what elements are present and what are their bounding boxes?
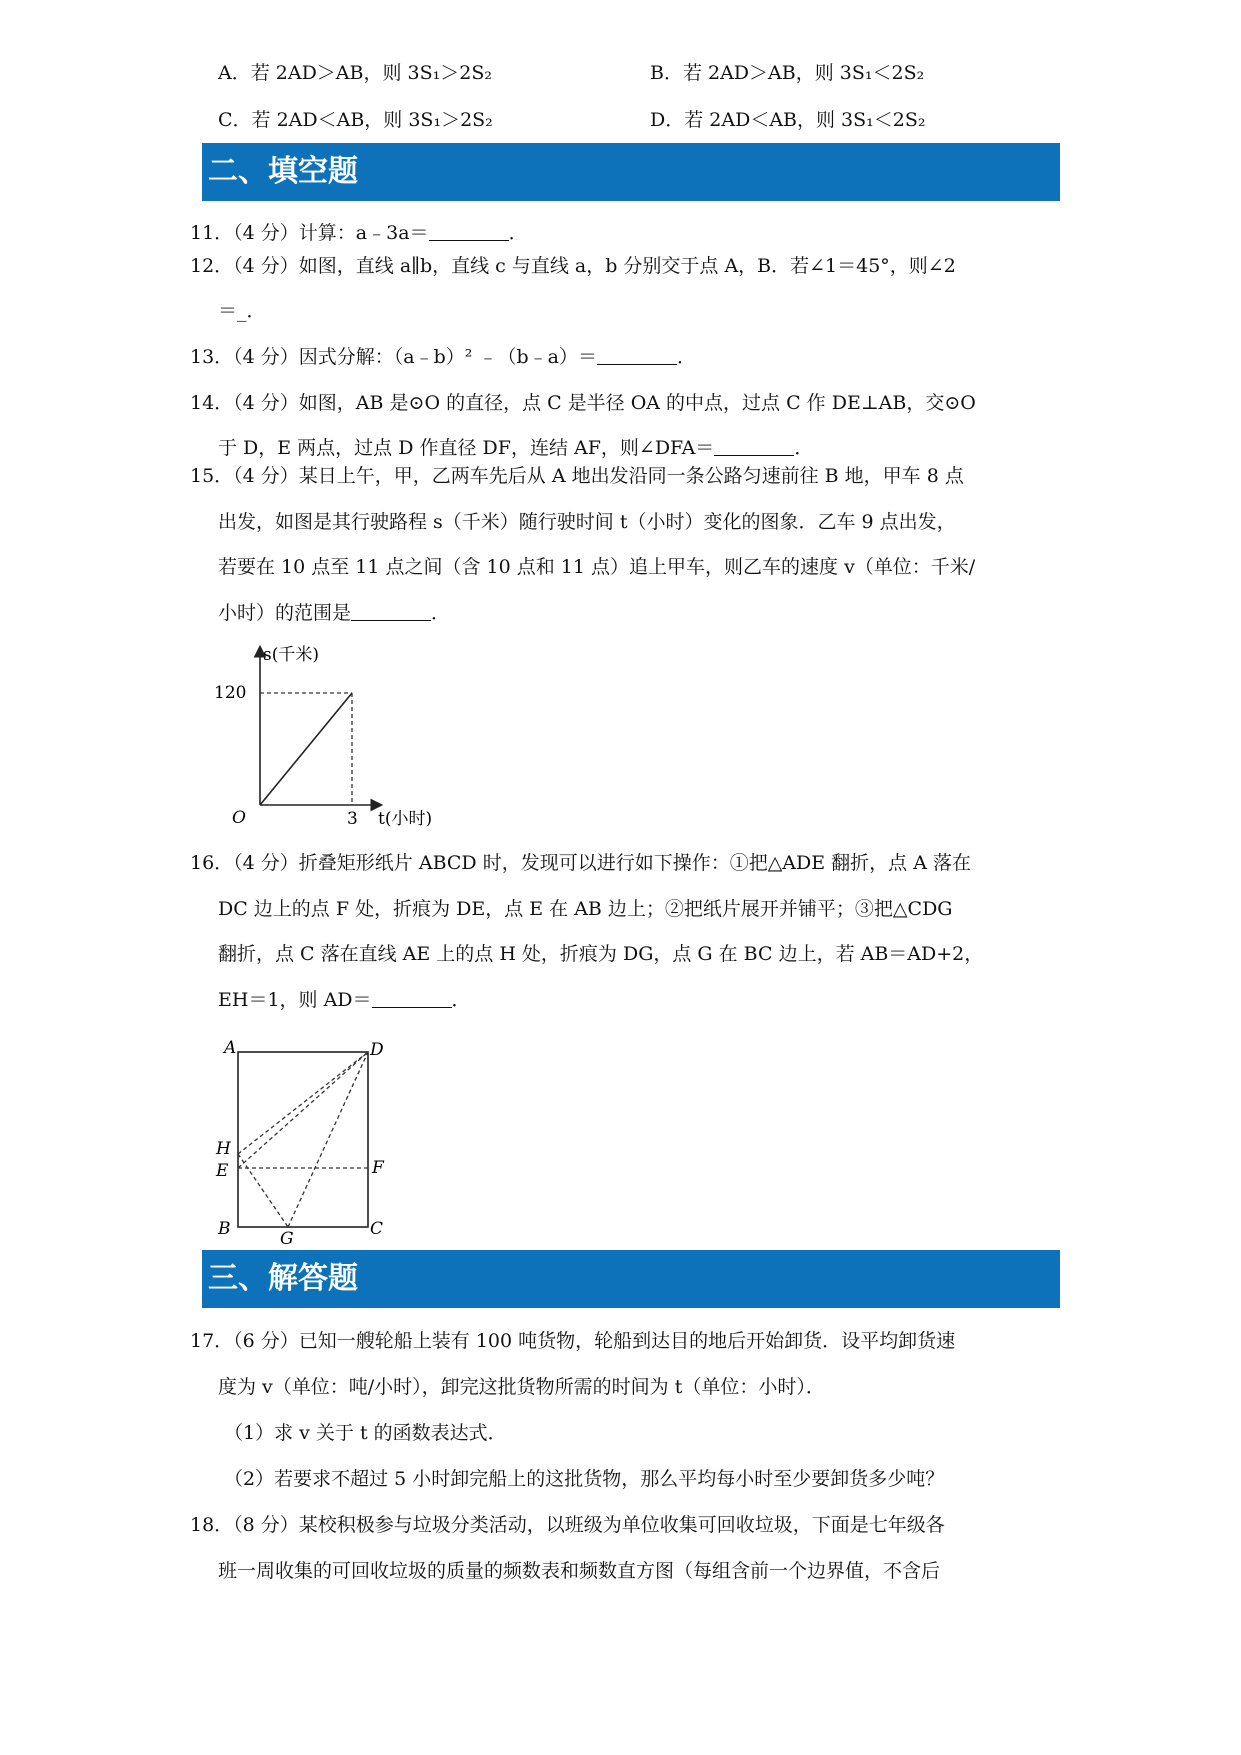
origin-label: O bbox=[232, 808, 246, 828]
question-15-line4 bbox=[218, 598, 450, 625]
point-c-label: C bbox=[370, 1219, 384, 1239]
question-13 bbox=[190, 342, 696, 369]
point-g-label: G bbox=[280, 1229, 294, 1249]
question-15-end: ． bbox=[431, 602, 451, 624]
point-f-label: F bbox=[372, 1158, 384, 1178]
question-16-end: ． bbox=[451, 989, 471, 1011]
fold-line-dg bbox=[288, 1052, 368, 1227]
y-axis-label: s(千米) bbox=[263, 645, 319, 665]
question-14-end: ． bbox=[794, 437, 814, 459]
question-18-line2: 班一周收集的可回收垃圾的质量的频数表和频数直方图（每组含前一个边界值，不含后 bbox=[218, 1560, 941, 1582]
question-14-line2-text: 于 D，E 两点，过点 D 作直径 DF，连结 AF，则∠DFA＝ bbox=[218, 437, 715, 459]
question-17-line2: 度为 v（单位：吨/小时），卸完这批货物所需的时间为 t（单位：小时）． bbox=[218, 1376, 825, 1398]
x-axis-label: t(小时) bbox=[378, 809, 433, 829]
question-14-line2 bbox=[218, 433, 813, 460]
question-17-line1: 17．（6 分）已知一艘轮船上装有 100 吨货物，轮船到达目的地后开始卸货．设平均卸货速 bbox=[190, 1330, 956, 1352]
fold-line-dh bbox=[238, 1052, 368, 1154]
point-b-label: B bbox=[218, 1219, 231, 1239]
fold-line-hg bbox=[238, 1154, 288, 1227]
question-14-line1: 14．（4 分）如图，AB 是⊙O 的直径，点 C 是半径 OA 的中点，过点 C 作 DE⊥AB，交⊙O bbox=[190, 392, 976, 414]
question-15-line3: 若要在 10 点至 11 点之间（含 10 点和 11 点）追上甲车，则乙车的速度 v（单位：千米/ bbox=[218, 556, 976, 578]
question-13-end: ． bbox=[676, 346, 696, 368]
distance-line bbox=[260, 693, 352, 805]
question-16-line1: 16．（4 分）折叠矩形纸片 ABCD 时，发现可以进行如下操作：①把△ADE 翻折，点 A 落在 bbox=[190, 852, 971, 874]
option-c: C．若 2AD＜AB，则 3S₁＞2S₂ bbox=[218, 109, 493, 131]
answer-blank bbox=[429, 221, 509, 241]
point-d-label: D bbox=[370, 1040, 384, 1060]
question-11 bbox=[190, 218, 528, 245]
answer-blank bbox=[351, 601, 431, 621]
point-h-label: H bbox=[216, 1139, 231, 1159]
folded-rectangle-figure bbox=[210, 1030, 410, 1250]
fold-line-de bbox=[238, 1052, 368, 1168]
question-16-line4 bbox=[218, 985, 471, 1012]
option-a: A．若 2AD＞AB，则 3S₁＞2S₂ bbox=[218, 62, 492, 84]
question-15-line2: 出发，如图是其行驶路程 s（千米）随行驶时间 t（小时）变化的图象．乙车 9 点出发， bbox=[218, 511, 956, 533]
question-13-text: 13．（4 分）因式分解：（a﹣b）² ﹣（b﹣a）＝ bbox=[190, 346, 597, 368]
question-12-line2: ＝_． bbox=[218, 300, 266, 322]
question-11-text: 11．（4 分）计算：a﹣3a＝ bbox=[190, 222, 429, 244]
answer-blank bbox=[714, 436, 794, 456]
question-16-line3: 翻折，点 C 落在直线 AE 上的点 H 处，折痕为 DG，点 G 在 BC 边上，若 AB＝AD+2， bbox=[218, 943, 984, 965]
answer-blank bbox=[372, 988, 452, 1008]
question-11-end: ． bbox=[508, 222, 528, 244]
x-tick-label: 3 bbox=[347, 809, 358, 829]
distance-time-graph bbox=[210, 640, 460, 840]
answer-blank bbox=[597, 345, 677, 365]
question-12-line1: 12．（4 分）如图，直线 a∥b，直线 c 与直线 a，b 分别交于点 A，B．若∠1＝45°，则∠2 bbox=[190, 255, 956, 277]
point-e-label: E bbox=[216, 1161, 229, 1181]
point-a-label: A bbox=[224, 1038, 237, 1058]
question-17-sub1: （1）求 v 关于 t 的函数表达式． bbox=[224, 1422, 507, 1444]
question-16-line2: DC 边上的点 F 处，折痕为 DE，点 E 在 AB 边上；②把纸片展开并铺平；③把△CDG bbox=[218, 898, 953, 920]
question-17-sub2: （2）若要求不超过 5 小时卸完船上的这批货物，那么平均每小时至少要卸货多少吨？ bbox=[224, 1468, 945, 1490]
option-d: D．若 2AD＜AB，则 3S₁＜2S₂ bbox=[650, 109, 926, 131]
question-18-line1: 18．（8 分）某校积极参与垃圾分类活动，以班级为单位收集可回收垃圾，下面是七年级各 bbox=[190, 1514, 945, 1536]
option-b: B．若 2AD＞AB，则 3S₁＜2S₂ bbox=[650, 62, 925, 84]
y-tick-label: 120 bbox=[214, 683, 247, 703]
question-15-line1: 15．（4 分）某日上午，甲，乙两车先后从 A 地出发沿同一条公路匀速前往 B 地，甲车 8 点 bbox=[190, 465, 964, 487]
section-fill-banner: 二、填空题 bbox=[202, 143, 1060, 201]
question-15-line4-text: 小时）的范围是 bbox=[218, 602, 352, 624]
section-answer-banner: 三、解答题 bbox=[202, 1250, 1060, 1308]
question-16-line4-text: EH＝1，则 AD＝ bbox=[218, 989, 372, 1011]
